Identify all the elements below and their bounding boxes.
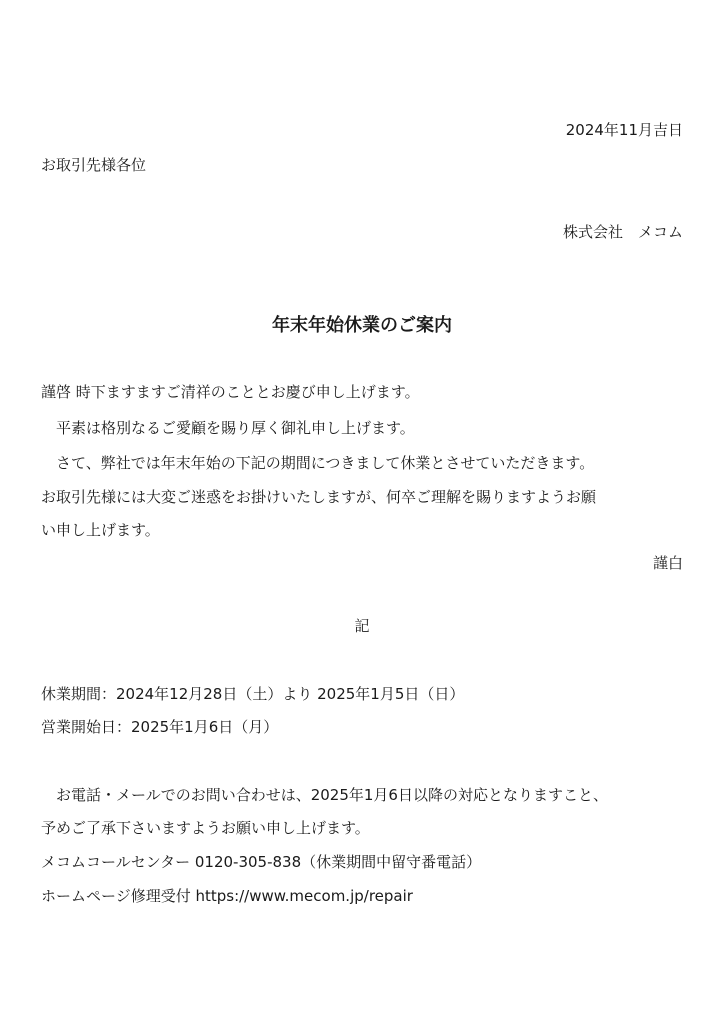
body-line-4: お取引先様には大変ご迷惑をお掛けいたしますが、何卒ご理解を賜りますようお願 — [41, 488, 597, 506]
closing-word: 謹白 — [652, 554, 683, 572]
call-center-line: メコムコールセンター 0120-305-838（休業期間中留守番電話） — [41, 853, 482, 871]
notice-line-1: お電話・メールでのお問い合わせは、2025年1月6日以降の対応となりますこと、 — [56, 786, 608, 804]
body-line-3: さて、弊社では年末年始の下記の期間につきまして休業とさせていただきます。 — [56, 454, 595, 472]
website-line: ホームページ修理受付 https://www.mecom.jp/repair — [41, 887, 413, 905]
body-line-1: 謹啓 時下ますますご清祥のこととお慶び申し上げます。 — [41, 383, 420, 401]
ki-heading: 記 — [354, 617, 370, 635]
recipient-line: お取引先様各位 — [41, 156, 147, 174]
holiday-period: 休業期間：2024年12月28日（土）より 2025年1月5日（日） — [41, 685, 465, 703]
reopen-date: 営業開始日：2025年1月6日（月） — [41, 718, 279, 736]
document-date: 2024年11月吉日 — [565, 121, 683, 139]
document-title: 年末年始休業のご案内 — [272, 315, 452, 336]
sender-company: 株式会社 メコム — [562, 223, 683, 241]
body-line-2: 平素は格別なるご愛顧を賜り厚く御礼申し上げます。 — [56, 419, 415, 437]
notice-line-2: 予めご了承下さいますようお願い申し上げます。 — [41, 819, 370, 837]
body-line-5: い申し上げます。 — [41, 521, 160, 539]
